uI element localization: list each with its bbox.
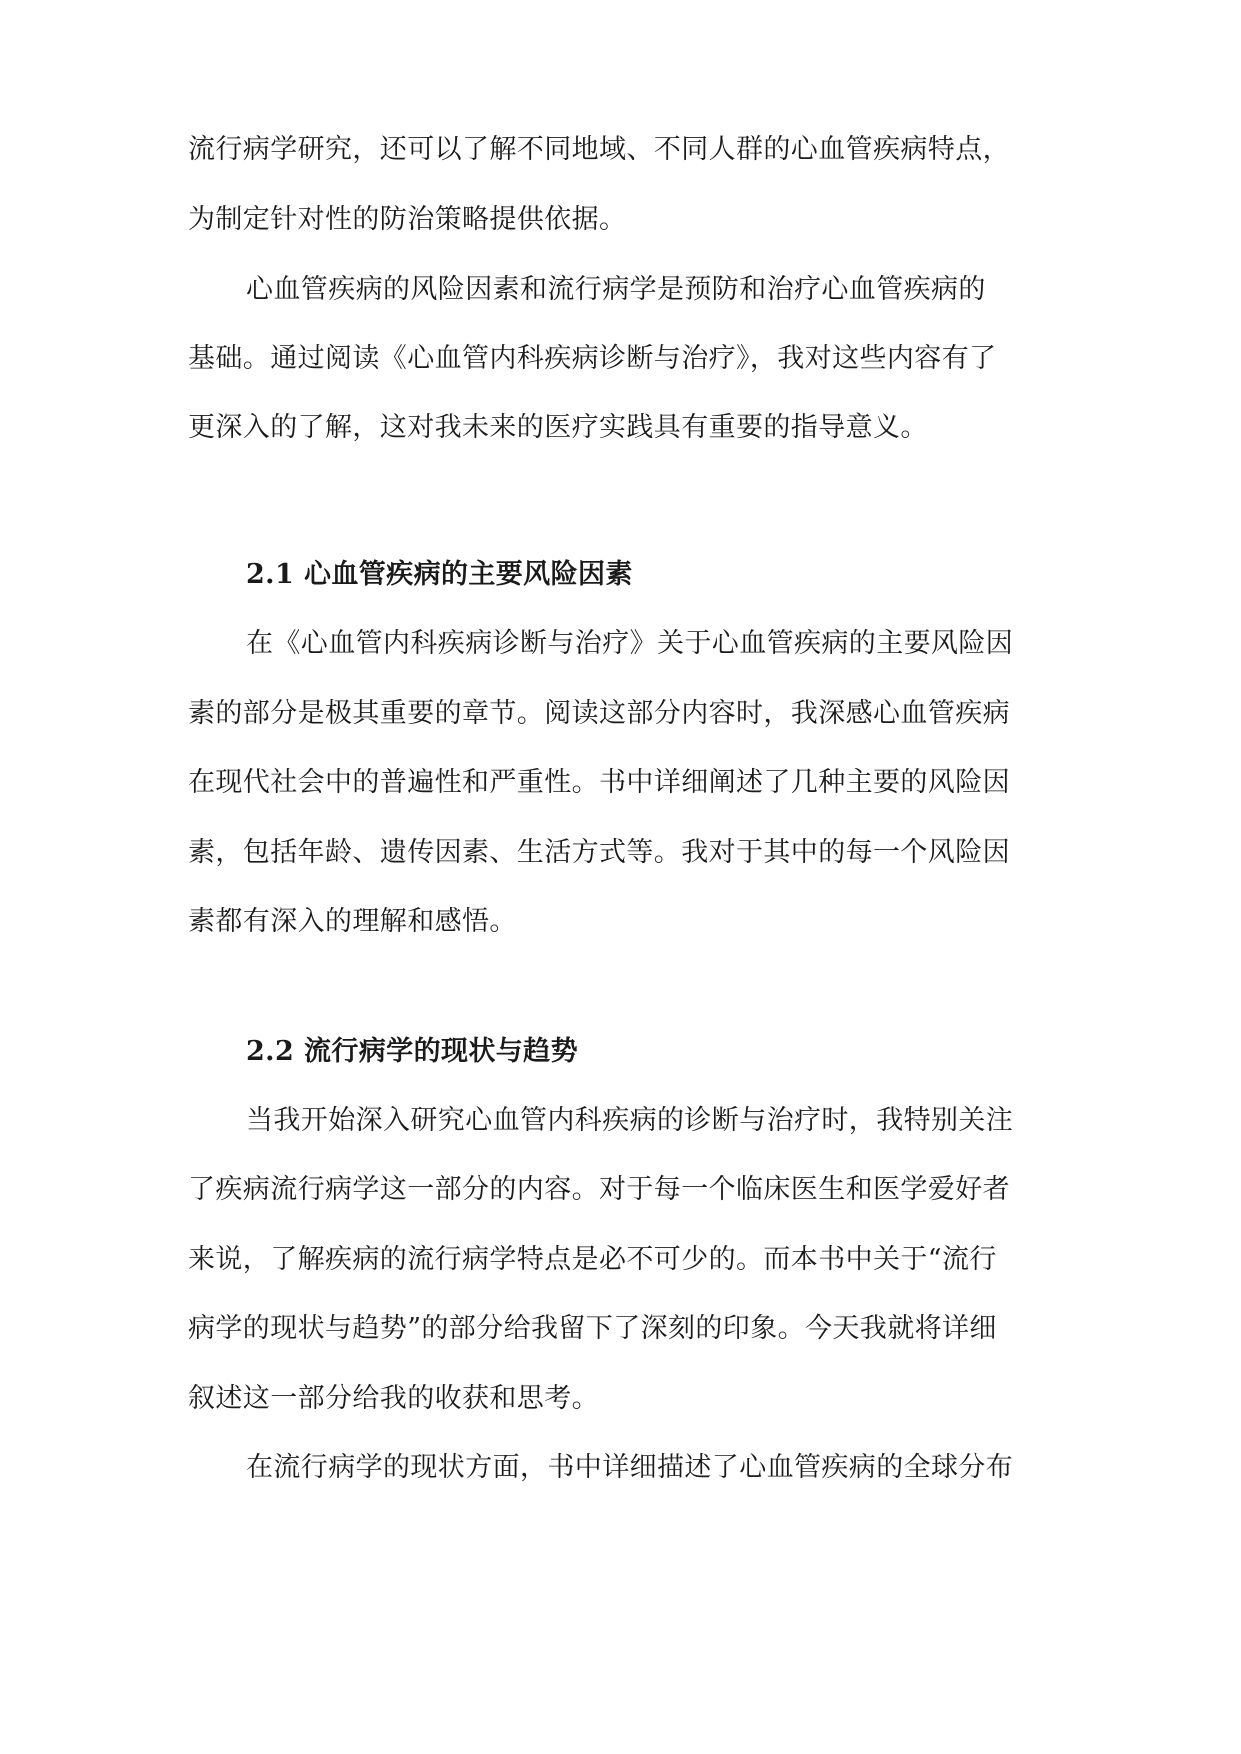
paragraph-line: 在现代社会中的普遍性和严重性。书中详细阐述了几种主要的风险因 <box>188 767 1010 798</box>
paragraph-line: 流行病学研究，还可以了解不同地域、不同人群的心血管疾病特点， <box>188 134 1010 165</box>
paragraph-line: 基础。通过阅读《心血管内科疾病诊断与治疗》，我对这些内容有了 <box>188 343 997 374</box>
section-heading-2-2: 2.2 流行病学的现状与趋势 <box>246 1036 578 1067</box>
paragraph-line: 素，包括年龄、遗传因素、生活方式等。我对于其中的每一个风险因 <box>188 837 1010 868</box>
paragraph-line: 来说，了解疾病的流行病学特点是必不可少的。而本书中关于“流行 <box>188 1244 997 1275</box>
paragraph-line: 素的部分是极其重要的章节。阅读这部分内容时，我深感心血管疾病 <box>188 698 1010 729</box>
paragraph-line: 心血管疾病的风险因素和流行病学是预防和治疗心血管疾病的 <box>246 274 986 305</box>
paragraph-line: 素都有深入的理解和感悟。 <box>188 906 517 937</box>
paragraph-line: 更深入的了解，这对我未来的医疗实践具有重要的指导意义。 <box>188 412 928 443</box>
section-heading-2-1: 2.1 心血管疾病的主要风险因素 <box>246 559 633 590</box>
paragraph-line: 当我开始深入研究心血管内科疾病的诊断与治疗时，我特别关注 <box>246 1105 1014 1136</box>
paragraph-line: 在《心血管内科疾病诊断与治疗》关于心血管疾病的主要风险因 <box>246 628 1014 659</box>
paragraph-line: 病学的现状与趋势”的部分给我留下了深刻的印象。今天我就将详细 <box>188 1313 997 1344</box>
paragraph-line: 为制定针对性的防治策略提供依据。 <box>188 204 627 235</box>
paragraph-line: 在流行病学的现状方面，书中详细描述了心血管疾病的全球分布 <box>246 1452 1014 1483</box>
paragraph-line: 叙述这一部分给我的收获和思考。 <box>188 1383 599 1414</box>
paragraph-line: 了疾病流行病学这一部分的内容。对于每一个临床医生和医学爱好者 <box>188 1174 1010 1205</box>
